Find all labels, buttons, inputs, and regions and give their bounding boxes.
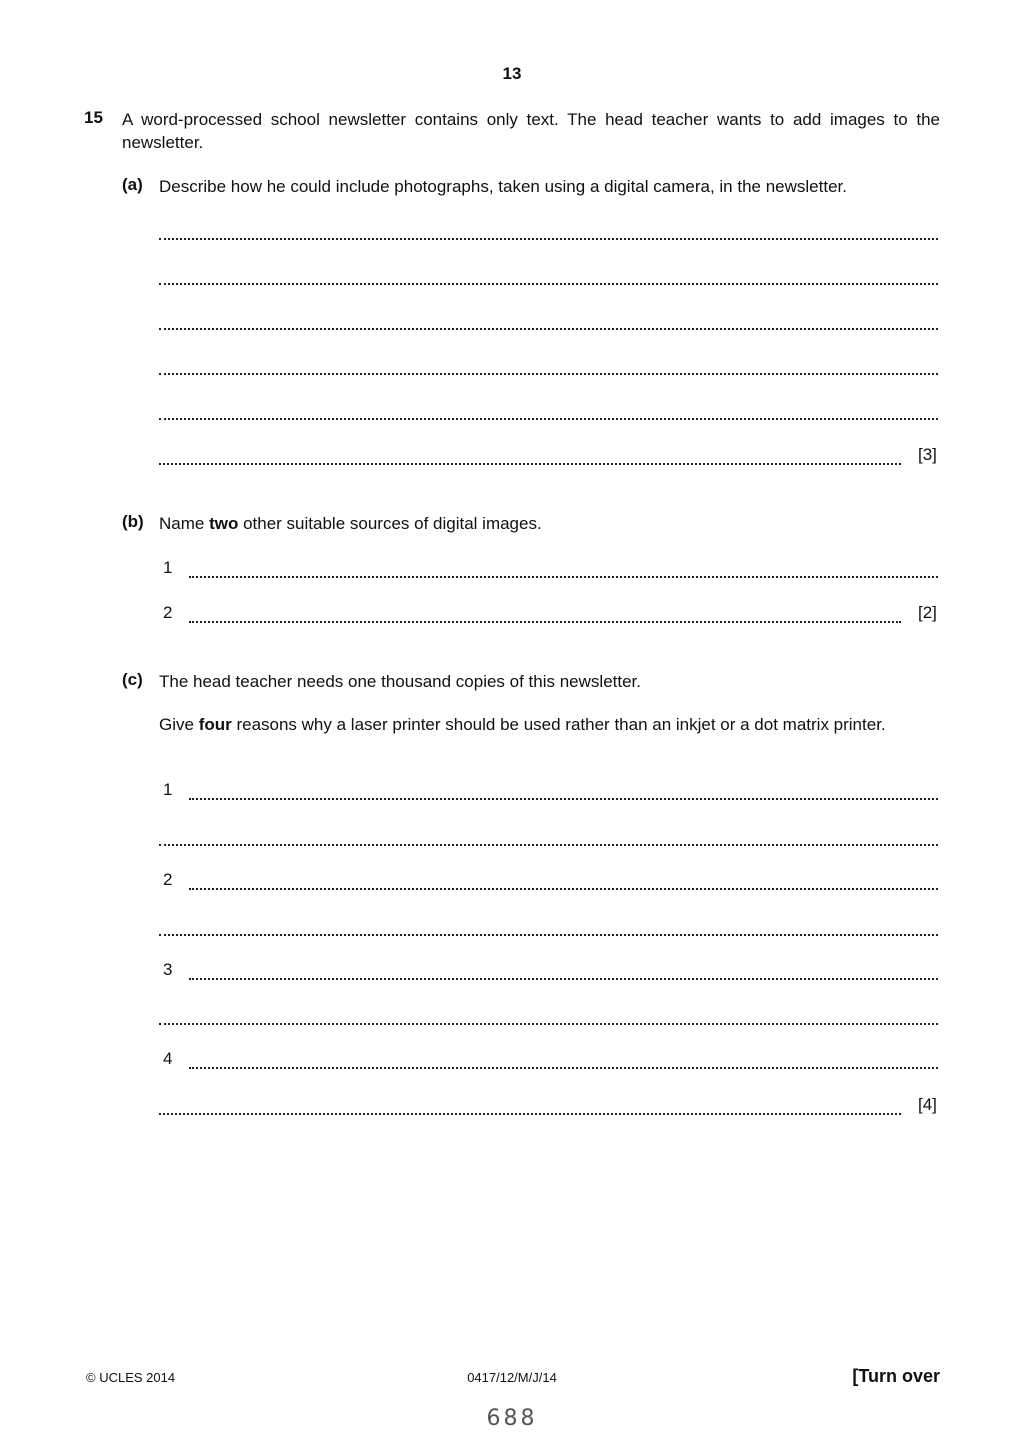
- scan-page-number: 688: [486, 1406, 538, 1431]
- part-b-label: (b): [122, 512, 144, 531]
- part-c-text: The head teacher needs one thousand copies of this newsletter.: [159, 672, 641, 691]
- part-c-marks: [4]: [918, 1095, 937, 1114]
- answer-line[interactable]: [159, 1023, 938, 1025]
- answer-line[interactable]: [159, 418, 938, 420]
- part-a-text: Describe how he could include photographs, taken using a digital camera, in the newsletter.: [159, 177, 847, 196]
- part-c-item-number: 4: [163, 1049, 173, 1068]
- answer-line[interactable]: [189, 888, 938, 890]
- part-b-text-emphasis: two: [209, 514, 239, 533]
- answer-line[interactable]: [159, 934, 938, 936]
- part-c-instruction: [159, 713, 940, 736]
- part-c-item-number: 3: [163, 960, 173, 979]
- part-a-marks: [3]: [918, 445, 937, 464]
- answer-line[interactable]: [159, 463, 901, 465]
- copyright: © UCLES 2014: [86, 1370, 176, 1385]
- part-c-item-number: 1: [163, 780, 173, 799]
- answer-line[interactable]: [189, 621, 901, 623]
- question-text: A word-processed school newsletter contains only text. The head teacher wants to add images to the newsletter.: [122, 110, 940, 152]
- part-c-instruction-emphasis: four: [198, 715, 232, 734]
- part-b-item-number: 2: [163, 603, 173, 622]
- turn-over: [Turn over: [852, 1366, 940, 1386]
- answer-line[interactable]: [159, 1113, 901, 1115]
- part-b-text-end: other suitable sources of digital images.: [238, 514, 542, 533]
- part-b-text-start: Name: [159, 514, 210, 533]
- question-number: 15: [84, 108, 103, 127]
- answer-line[interactable]: [159, 283, 938, 285]
- part-c-label: (c): [122, 670, 143, 689]
- paper-code: 0417/12/M/J/14: [467, 1370, 557, 1385]
- part-a-label: (a): [122, 175, 143, 194]
- answer-line[interactable]: [189, 576, 938, 578]
- part-b-text: [159, 512, 940, 535]
- part-b-item-number: 1: [163, 558, 173, 577]
- answer-line[interactable]: [159, 373, 938, 375]
- answer-line[interactable]: [159, 238, 938, 240]
- answer-line[interactable]: [189, 978, 938, 980]
- answer-line[interactable]: [159, 844, 938, 846]
- part-c-instruction-start: Give: [159, 715, 199, 734]
- answer-line[interactable]: [189, 1067, 938, 1069]
- part-c-item-number: 2: [163, 870, 173, 889]
- answer-line[interactable]: [189, 798, 938, 800]
- part-c-instruction-end: reasons why a laser printer should be used rather than an inkjet or a dot matrix printer.: [231, 715, 886, 734]
- page-number: 13: [502, 64, 522, 83]
- part-b-marks: [2]: [918, 603, 937, 622]
- answer-line[interactable]: [159, 328, 938, 330]
